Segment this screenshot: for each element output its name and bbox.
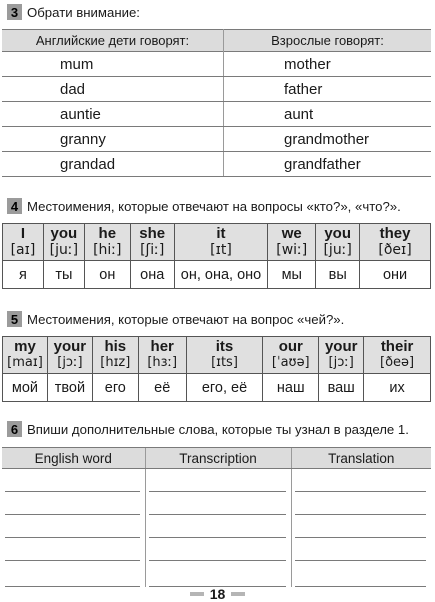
- pronoun-word: she: [139, 225, 166, 242]
- adult-word-cell: aunt: [224, 102, 432, 127]
- possessive-pronouns-table: [2, 336, 431, 402]
- writing-cell[interactable]: [145, 515, 291, 538]
- pronoun-cell: [174, 224, 268, 261]
- column-header: Transcription: [145, 448, 291, 469]
- writing-cell[interactable]: [145, 561, 291, 587]
- pronoun-cell: [43, 224, 84, 261]
- writing-cell[interactable]: [2, 492, 145, 515]
- pronoun-translation: его, её: [186, 374, 263, 402]
- pronoun-cell: [319, 337, 364, 374]
- pronoun-word: her: [150, 338, 174, 355]
- pronoun-transcription: [ɪts]: [211, 355, 238, 370]
- pronoun-word: it: [216, 225, 226, 242]
- column-header: Взрослые говорят:: [224, 30, 432, 52]
- writing-cell[interactable]: [291, 492, 431, 515]
- pronoun-cell: [84, 224, 130, 261]
- pronoun-translation: наш: [263, 374, 319, 402]
- pronoun-word: my: [14, 338, 36, 355]
- adult-word-cell: mother: [224, 52, 432, 77]
- pronoun-cell: [138, 337, 186, 374]
- table-row: [2, 152, 431, 177]
- pronoun-cell: [3, 337, 48, 374]
- kids-vs-adults-table: [2, 29, 431, 177]
- table-row: [2, 102, 431, 127]
- pronoun-cell: [92, 337, 138, 374]
- pronoun-transcription: [juː]: [49, 242, 79, 258]
- pronoun-cell: [3, 224, 44, 261]
- task-instruction: Впиши дополнительные слова, которые ты узнал в разделе 1.: [27, 421, 409, 437]
- subject-pronouns-table: [2, 223, 431, 289]
- adult-word-cell: grandmother: [224, 127, 432, 152]
- writing-cell[interactable]: [2, 538, 145, 561]
- pronoun-word: its: [215, 338, 234, 355]
- pronoun-word: your: [53, 338, 87, 355]
- table-header-row: [2, 448, 431, 469]
- adult-word-cell: grandfather: [224, 152, 432, 177]
- writing-row: [2, 469, 431, 493]
- writing-cell[interactable]: [291, 561, 431, 587]
- column-header: Translation: [291, 448, 431, 469]
- pronoun-transcription: [ðeə]: [380, 355, 415, 370]
- column-header: Английские дети говорят:: [2, 30, 224, 52]
- pronoun-translation: он: [84, 261, 130, 289]
- pronoun-transcription: [ðeɪ]: [378, 242, 412, 258]
- writing-row: [2, 515, 431, 538]
- pronoun-translation: мой: [3, 374, 48, 402]
- translation-row: [3, 374, 431, 402]
- writing-cell[interactable]: [145, 469, 291, 493]
- task-instruction: Местоимения, которые отвечают на вопросы «кто?», «что?».: [27, 198, 401, 214]
- pronoun-transcription: [juː]: [323, 242, 352, 258]
- pronoun-translation: вы: [316, 261, 360, 289]
- child-word-cell: grandad: [2, 152, 224, 177]
- writing-cell[interactable]: [145, 492, 291, 515]
- pronoun-translation: мы: [268, 261, 316, 289]
- task-instruction: Обрати внимание:: [27, 4, 140, 20]
- writing-row: [2, 538, 431, 561]
- pronoun-translation: они: [360, 261, 431, 289]
- pronoun-word: his: [104, 338, 127, 355]
- table-header-row: [2, 30, 431, 52]
- pronoun-row: [3, 337, 431, 374]
- pronoun-translation: ваш: [319, 374, 364, 402]
- pronoun-cell: [360, 224, 431, 261]
- child-word-cell: dad: [2, 77, 224, 102]
- writing-cell[interactable]: [291, 538, 431, 561]
- new-words-table: [2, 447, 431, 587]
- adult-word-cell: father: [224, 77, 432, 102]
- child-word-cell: granny: [2, 127, 224, 152]
- task-number: 3: [7, 4, 22, 20]
- writing-cell[interactable]: [291, 515, 431, 538]
- pronoun-translation: его: [92, 374, 138, 402]
- pronoun-cell: [268, 224, 316, 261]
- pronoun-transcription: [hɪz]: [100, 355, 131, 370]
- pronoun-transcription: [jɔː]: [328, 355, 354, 370]
- child-word-cell: mum: [2, 52, 224, 77]
- pronoun-transcription: [wiː]: [276, 242, 308, 258]
- pronoun-transcription: [ɪt]: [210, 242, 232, 258]
- pronoun-word: their: [380, 338, 414, 355]
- pronoun-transcription: [hɜː]: [147, 355, 178, 370]
- task-6-heading: [7, 421, 409, 437]
- pronoun-word: you: [324, 225, 352, 242]
- writing-cell[interactable]: [145, 538, 291, 561]
- pronoun-cell: [263, 337, 319, 374]
- table-row: [2, 77, 431, 102]
- task-number: 6: [7, 421, 22, 437]
- pronoun-word: you: [50, 225, 78, 242]
- pronoun-translation: она: [130, 261, 174, 289]
- table-row: [2, 127, 431, 152]
- column-header: English word: [2, 448, 145, 469]
- pronoun-cell: [130, 224, 174, 261]
- pronoun-translation: их: [364, 374, 431, 402]
- divider: [190, 592, 204, 596]
- pronoun-transcription: [hiː]: [93, 242, 122, 258]
- pronoun-word: your: [324, 338, 358, 355]
- page-number: 18: [209, 586, 226, 602]
- pronoun-word: we: [281, 225, 302, 242]
- pronoun-transcription: [ˈaʊə]: [271, 355, 310, 370]
- pronoun-word: our: [278, 338, 303, 355]
- pronoun-cell: [186, 337, 263, 374]
- task-3-heading: [7, 4, 140, 20]
- task-5-heading: [7, 311, 344, 327]
- pronoun-translation: ты: [43, 261, 84, 289]
- task-4-heading: [7, 198, 401, 214]
- pronoun-word: I: [20, 225, 26, 242]
- writing-row: [2, 492, 431, 515]
- pronoun-translation: твой: [47, 374, 92, 402]
- child-word-cell: auntie: [2, 102, 224, 127]
- translation-row: [3, 261, 431, 289]
- pronoun-transcription: [ʃiː]: [140, 242, 165, 258]
- writing-cell[interactable]: [2, 469, 145, 493]
- divider: [231, 592, 245, 596]
- pronoun-row: [3, 224, 431, 261]
- pronoun-cell: [364, 337, 431, 374]
- pronoun-cell: [47, 337, 92, 374]
- writing-row: [2, 561, 431, 587]
- writing-cell[interactable]: [291, 469, 431, 493]
- table-row: [2, 52, 431, 77]
- pronoun-cell: [316, 224, 360, 261]
- task-number: 5: [7, 311, 22, 327]
- writing-cell[interactable]: [2, 561, 145, 587]
- pronoun-translation: я: [3, 261, 44, 289]
- pronoun-word: they: [379, 225, 411, 242]
- pronoun-translation: её: [138, 374, 186, 402]
- pronoun-transcription: [aɪ]: [10, 242, 36, 258]
- task-number: 4: [7, 198, 22, 214]
- task-instruction: Местоимения, которые отвечают на вопрос «чей?».: [27, 311, 345, 327]
- pronoun-translation: он, она, оно: [174, 261, 268, 289]
- writing-cell[interactable]: [2, 515, 145, 538]
- pronoun-transcription: [maɪ]: [7, 355, 43, 370]
- pronoun-word: he: [98, 225, 117, 242]
- pronoun-transcription: [jɔː]: [57, 355, 83, 370]
